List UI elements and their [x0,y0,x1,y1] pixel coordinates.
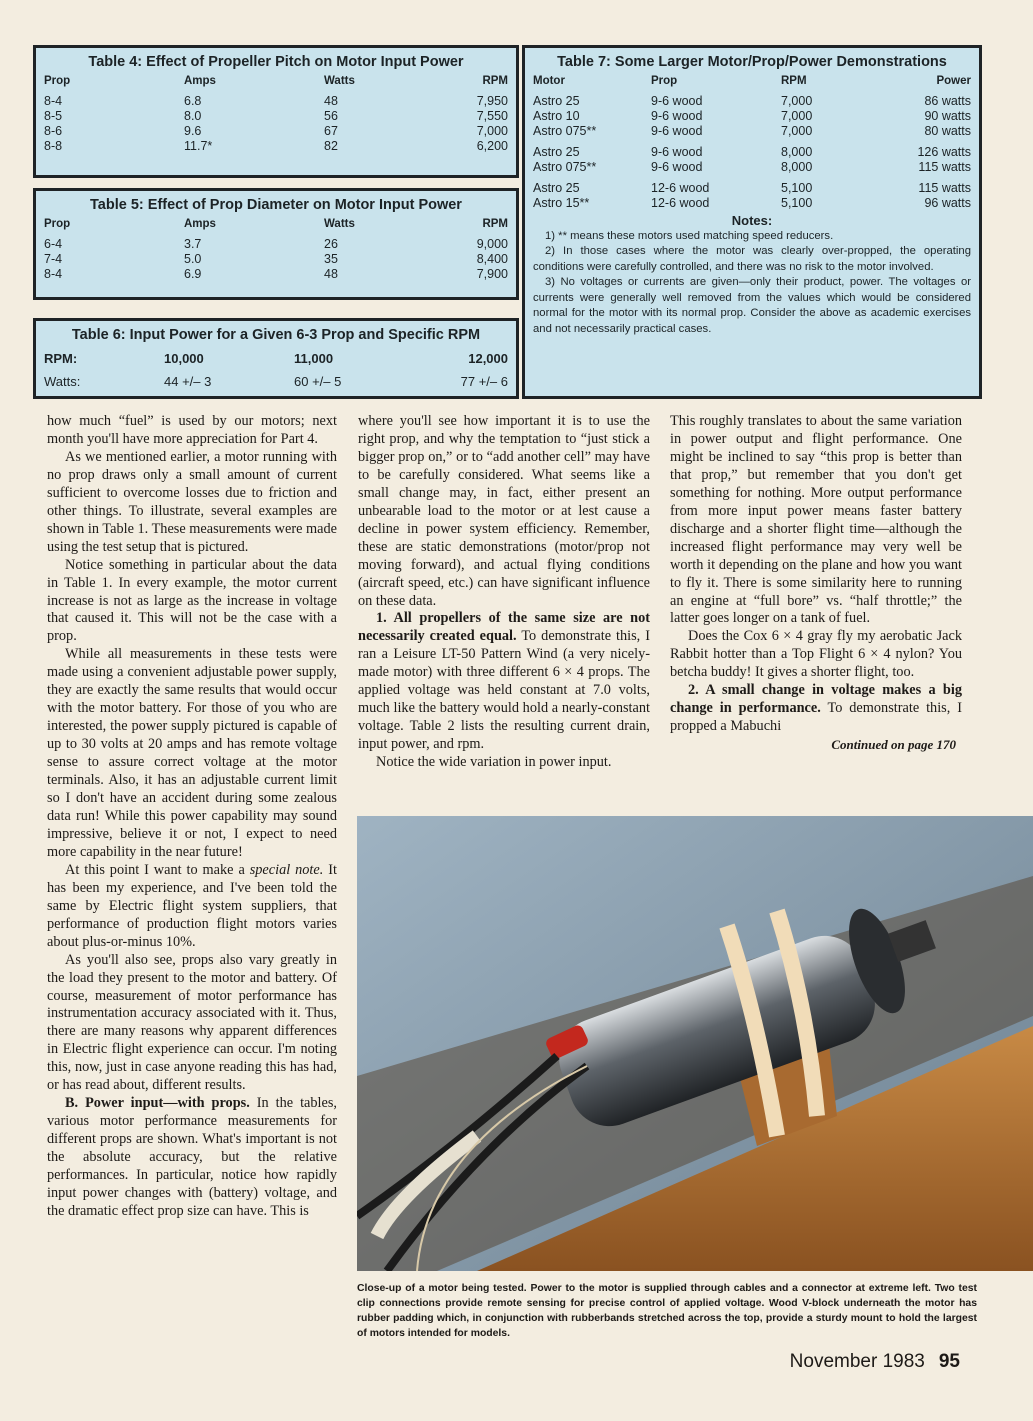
table-cell: RPM: [44,351,78,366]
table-cell: Astro 25 [533,145,580,159]
table-cell: 12-6 wood [651,196,710,210]
paragraph [358,610,650,754]
table-cell: Astro 075** [533,124,597,138]
table-cell: 9-6 wood [651,160,703,174]
table-cell: 11.7* [184,139,213,153]
table-cell: 48 [324,94,338,108]
table-cell: 8-8 [44,139,63,153]
text-run: At this point I want to make a [65,861,250,878]
table-5 [33,188,519,300]
table-cell: 9-6 wood [651,124,703,138]
motor-test-photo [357,816,1033,1271]
column-header: Amps [184,75,216,87]
table-cell: 7,550 [476,109,508,123]
table-cell: 77 +/– 6 [460,374,508,389]
paragraph [47,449,337,557]
table-cell: 8-4 [44,267,63,281]
text-run: While all measurements in these tests were made using a convenient adjustable power supply, they are exactly the same results that would occur with the motor battery. For those of you who are interested, the power supply pictured is capable of up to 30 volts at 20 amps and has remote voltage sense to assure correct voltage at the motor terminals. Also, it has an adjustable current limit so I don't have an accident during some zealous data run! While this power capability may sound impressive, believe it or not, I expect to need more capability in the near future! [47,646,337,860]
table-cell: 8-6 [44,124,63,138]
table-cell: 26 [324,237,338,251]
column-header: Prop [44,218,71,230]
table-cell: Astro 15** [533,196,590,210]
note: 1) ** means these motors used matching speed reducers. [545,229,834,242]
table-cell: 3.7 [184,237,202,251]
table-title: Table 5: Effect of Prop Diameter on Motor Input Power [90,197,462,213]
paragraph [47,1095,337,1221]
table-cell: 86 watts [924,94,971,108]
run-in-heading: B. Power input—with props. [65,1095,250,1112]
text-column-1 [47,413,337,1221]
paragraph [670,682,962,736]
table-grid [525,74,979,211]
table-cell: 6-4 [44,237,63,251]
paragraph [47,862,337,952]
text-run: To demonstrate this, I ran a Leisure LT-50 Pattern Wind (a very nicely-made motor) with three different 6 × 4 props. The applied voltage was held constant at 7.0 volts, much like the battery would hold a nearly-constant voltage. Table 2 lists the resulting current drain, input power, and rpm. [358,628,650,753]
table-grid [36,217,516,282]
column-header: Amps [184,218,216,230]
table-cell: 9-6 wood [651,94,703,108]
run-in-heading: 1. All propellers of the same size are not necessarily created equal. [358,610,650,645]
table-cell: 115 watts [918,181,971,195]
table-cell: 9-6 wood [651,109,703,123]
text-column-3 [670,413,962,754]
table-cell: 7,000 [476,124,508,138]
table-cell: Watts: [44,374,81,389]
table-cell: Astro 075** [533,160,597,174]
table-cell: Astro 10 [533,109,580,123]
table-cell: 126 watts [917,145,971,159]
page-footer [790,1351,960,1373]
table-cell: 7-4 [44,252,63,266]
paragraph [47,557,337,647]
table-6 [33,318,519,399]
column-header: Prop [44,75,71,87]
table-cell: 96 watts [924,196,971,210]
text-run: It has been my experience, and I've been told the same by Electric flight system suppliers, that performance of production flight motors varies about plus-or-minus 10%. [47,861,337,950]
table-cell: Astro 25 [533,181,580,195]
column-header: Prop [651,75,678,87]
table-cell: 80 watts [924,124,971,138]
table-cell: 7,900 [476,267,508,281]
table-cell: 9-6 wood [651,145,703,159]
table-4 [33,45,519,178]
table-cell: 5,100 [781,181,813,195]
paragraph [358,754,650,772]
paragraph [358,413,650,610]
text-run: In the tables, various motor performance measurements for different props are shown. What's important is not the absolute accuracy, but the relative performances. In particular, notice how rapidly input power changes with (battery) voltage, and the dramatic effect prop size can have. This is [47,1095,337,1219]
table-cell: 8,000 [781,145,813,159]
table-cell: 8,000 [781,160,813,174]
text-run: As we mentioned earlier, a motor running with no prop draws only a small amount of current sufficient to overcome losses due to friction and other things. To illustrate, several examples are shown in Table 1. These measurements were made using the test setup that is pictured. [47,448,337,555]
table-cell: 7,000 [781,124,813,138]
text-run: Notice the wide variation in power input. [376,754,612,771]
text-run: To demonstrate this, I propped a Mabuchi [670,700,962,735]
column-header: RPM [482,75,508,87]
table-cell: 7,000 [781,109,813,123]
photo-caption: Close-up of a motor being tested. Power to the motor is supplied through cables and a connector at extreme left. Two test clip connections provide remote sensing for precise control of applied voltage. Wood V-block underneath the motor has rubber padding which, in conjunction with rubberbands stretched across the top, provide a sturdy mount to hold the largest of motors intended for models. [357,1283,977,1339]
table-cell: 6.9 [184,267,202,281]
table-grid [36,74,516,154]
notes-title: Notes: [731,213,773,228]
table-cell: 8-4 [44,94,63,108]
table-cell: 9.6 [184,124,202,138]
table-cell: 56 [324,109,338,123]
run-in-heading: 2. A small change in voltage makes a big change in performance. [670,682,962,717]
column-header: RPM [781,75,807,87]
table-cell: 5,100 [781,196,813,210]
table-cell: 10,000 [164,351,204,366]
text-run: This roughly translates to about the same variation in power output and flight performance. One might be inclined to say “this prop is better than that prop,” but remember that you don't get something for nothing. More output performance from more input power means faster battery discharge and a shorter flight time—although the increased flight performance may very well be worth it depending on the plane and how you want to fly it. There is some similarity here to running an engine at “full bore” vs. “half throttle;” the latter goes longer on a tank of fuel. [670,413,962,627]
note: 2) In those cases where the motor was clearly over-propped, the operating conditions were carefully controlled, and there was no risk to the motor involved. [533,245,971,273]
table-7 [522,45,982,399]
issue-date: November 1983 [789,1351,925,1372]
text-run: where you'll see how important it is to use the right prop, and why the temptation to “just stick a bigger prop on,” or to “add another cell” may have to be carefully considered. What seems like a small change may, in fact, either present an unbearable load to the motor or at lest cause a decline in power system efficiency. Remember, these are static demonstrations (motor/prop not moving forward), and actual flying conditions (aircraft speed, etc.) can have significant influence on these data. [358,413,650,609]
table-cell: 82 [324,139,338,153]
table-cell: Astro 25 [533,94,580,108]
table-grid [36,347,516,393]
text-run: Notice something in particular about the data in Table 1. In every example, the motor current increase is not as large as the increase in voltage that caused it. This will not be the case with a prop. [47,556,337,645]
table-notes [525,213,979,337]
paragraph [670,628,962,682]
page-number: 95 [938,1351,960,1372]
table-cell: 44 +/– 3 [164,374,212,389]
table-cell: 7,950 [476,94,508,108]
note: 3) No voltages or currents are given—only their product, power. The voltages or currents were generally well removed from the values which would be considered normal for the motor with its normal prop. Consider the above as academic exercises and not necessarily practical cases. [533,276,971,335]
table-title: Table 7: Some Larger Motor/Prop/Power Demonstrations [557,54,947,70]
table-cell: 6.8 [184,94,202,108]
text-run: As you'll also see, props also vary greatly in the load they present to the motor and battery. Of course, measurement of motor performance has instrumentation accuracy associated with it. Thus, there are many reasons why apparent differences in Electric flight experience can occur. I'm noting this, now, just in case anyone reading this has had, or has read about, different results. [47,951,337,1094]
text-run: how much “fuel” is used by our motors; next month you'll have more appreciation for Part 4. [47,413,337,447]
table-cell: 6,200 [476,139,508,153]
table-cell: 12,000 [468,351,508,366]
paragraph [670,413,962,628]
paragraph [47,952,337,1096]
table-title: Table 4: Effect of Propeller Pitch on Motor Input Power [88,54,464,70]
table-cell: 90 watts [924,109,971,123]
table-cell: 8,400 [476,252,508,266]
continued-note: Continued on page 170 [831,737,956,753]
table-cell: 12-6 wood [651,181,710,195]
text-column-2 [358,413,650,772]
table-title: Table 6: Input Power for a Given 6-3 Prop and Specific RPM [71,327,481,343]
table-cell: 9,000 [476,237,508,251]
paragraph [47,646,337,861]
table-cell: 60 +/– 5 [294,374,342,389]
column-header: Power [936,75,971,87]
column-header: RPM [482,218,508,230]
table-cell: 7,000 [781,94,813,108]
table-cell: 67 [324,124,338,138]
table-cell: 48 [324,267,338,281]
table-cell: 35 [324,252,338,266]
text-run: special note. [249,861,324,878]
table-cell: 8-5 [44,109,63,123]
paragraph [47,413,337,449]
table-cell: 8.0 [184,109,202,123]
column-header: Watts [324,75,355,87]
column-header: Watts [324,218,355,230]
table-cell: 5.0 [184,252,202,266]
text-run: Does the Cox 6 × 4 gray fly my aerobatic Jack Rabbit hotter than a Top Flight 6 × 4 nylon? You betcha buddy! It gives a shorter flight, too. [670,628,962,681]
table-cell: 11,000 [294,351,334,366]
column-header: Motor [533,75,565,87]
table-cell: 115 watts [918,160,971,174]
